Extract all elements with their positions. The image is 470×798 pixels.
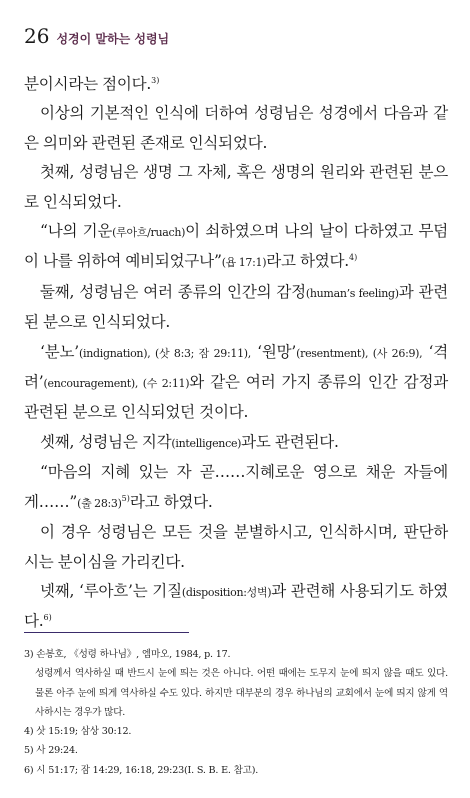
footnote-4: 4) 삿 15:19; 삼상 30:12. [24,726,132,738]
term-anger-gloss: (indignation), (삿 8:3; 잠 29:11), [79,346,251,360]
paragraph-10-start: 넷째, ‘루아흐’는 기질 [40,581,182,600]
footnote-ref-6: 6) [43,613,52,623]
paragraph-10-end: 과 관련해 사용되기도 하였다. [24,581,449,631]
paragraph-5-gloss: (human’s feeling) [305,286,399,300]
paragraph-3: 첫째, 성령님은 생명 그 자체, 혹은 생명의 원리와 관련된 분으로 인식되었다. [24,163,448,211]
paragraph-5-start: 둘째, 성령님은 여러 종류의 인간의 감정 [40,282,306,301]
footnote-divider [24,632,189,633]
quote-2-tail: 라고 하였다. [129,492,213,511]
term-resentment-gloss: (resentment), (사 26:9), [296,346,423,360]
paragraph-2: 이상의 기본적인 인식에 더하여 성령님은 성경에서 다음과 같은 의미와 관련된 존재로 인식되었다. [24,104,448,152]
paragraph-6-end: 와 같은 여러 가지 종류의 인간 감정과 관련된 분으로 인식되었던 것이다. [24,373,448,422]
quote-1-reference: (욥 17:1) [221,256,267,270]
paragraph-10 [24,577,448,637]
term-anger: ‘분노’ [40,342,80,361]
paragraph-9: 이 경우 성령님은 모든 것을 분별하시고, 인식하시며, 판단하시는 분이심을 가리킨다. [24,523,448,571]
quote-2-body: “마음의 지혜 있는 자 곧……지혜로운 영으로 채운 자들에게……” [24,463,448,511]
footnote-3: 3) 손봉호, 《성령 하나님》, 엠마오, 1984, p. 17. [24,649,231,660]
footnote-ref-3: 3) [151,76,160,85]
quote-2-reference: (출 28:3) [77,496,122,510]
paragraph-7-gloss: (intelligence) [171,436,242,450]
paragraph-5-end: 과 관련된 분으로 인식되었다. [24,282,449,332]
paragraph-1-text: 분이시라는 점이다. [24,75,152,93]
body-text [24,70,448,637]
paragraph-7 [24,428,448,458]
footnote-ref-5: 5) [121,493,130,503]
quote-1-start: “나의 기운 [40,222,113,241]
quote-1-tail: 라고 하였다. [266,252,350,271]
paragraph-6 [24,338,448,428]
term-resentment: ‘원망’ [251,342,297,361]
paragraph-7-end: 과도 관련된다. [241,432,339,451]
term-encouragement-gloss: (encouragement), (수 2:11) [43,377,190,391]
paragraph-1 [24,70,448,99]
paragraph-7-start: 셋째, 성령님은 지각 [40,432,172,451]
running-title: 성경이 말하는 성령님 [56,32,170,46]
term-encouragement: ‘격려’ [24,342,448,392]
footnote-5: 5) 사 29:24. [24,745,78,757]
paragraph-8-quote [24,458,448,518]
paragraph-10-gloss: (disposition:성벽) [181,585,272,599]
quote-1-gloss: (루아흐/ruach) [112,226,186,240]
footnote-6: 6) 시 51:17; 잠 14:29, 16:18, 29:23(I. S. B. E. 참고). [24,764,259,776]
footnote-ref-4: 4) [349,253,358,263]
quote-1-body: 이 쇠하였으며 나의 날이 다하였고 무덤이 나를 위하여 예비되었구나” [24,222,448,271]
footnotes [24,645,448,780]
page-header [24,24,169,48]
paragraph-4-quote [24,217,448,278]
paragraph-5 [24,278,448,338]
footnote-3-detail: 성령께서 역사하실 때 반드시 눈에 띄는 것은 아니다. 어떤 때에는 도무지 눈에 띄지 않을 때도 있다. 물론 아주 눈에 띄게 역사하실 수도 있다. 하지만 대부분의 경우 하나님의 교회에서 눈에 띄지 않게 역사하시는 경우가 많다. [35,668,448,718]
page-number: 26 [24,24,50,48]
